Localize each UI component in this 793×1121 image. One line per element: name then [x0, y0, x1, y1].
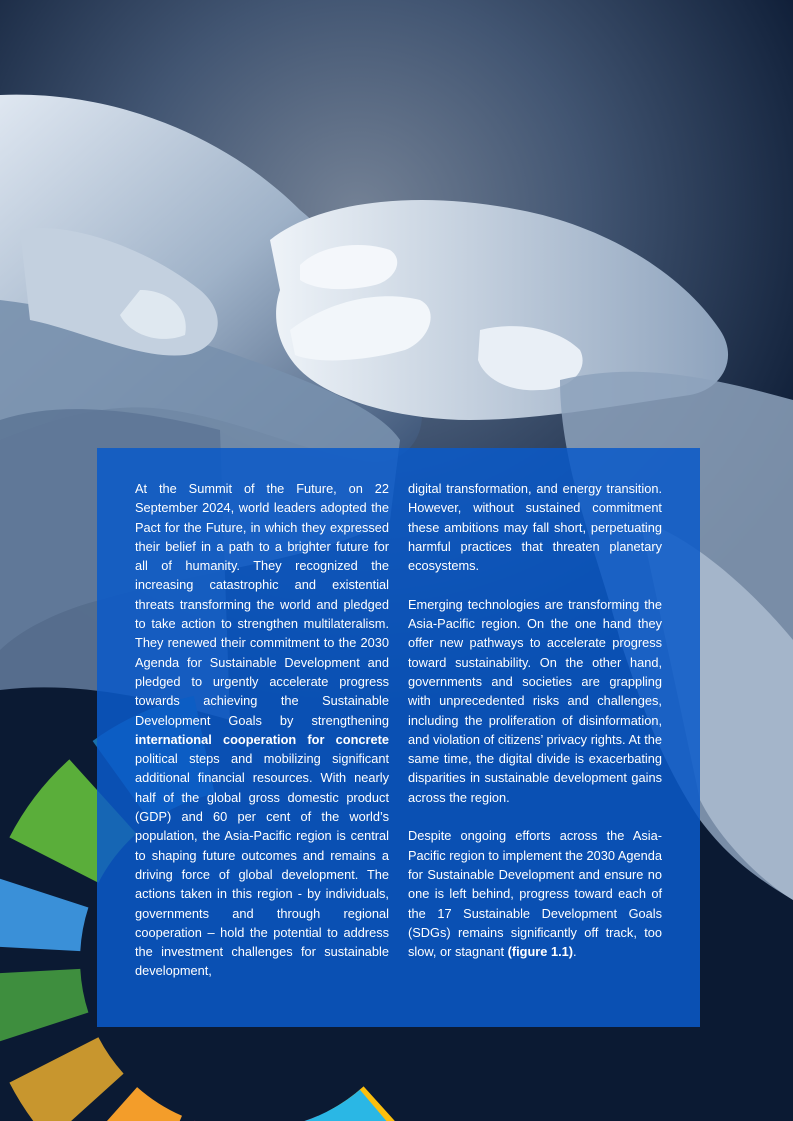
paragraph-summit-text-a: At the Summit of the Future, on 22 September 2024, world leaders adopted the Pact for the Future, in which they expressed their belief in a path to a brighter future for all of humanity. They recognized the increasing catastrophic and existential threats transforming the world and pledged to take action to strengthen multilateralism. They renewed their commitment to the 2030 Agenda for Sustainable Development and pledged to urgently accelerate progress towards achieving the Sustainable Development Goals by strengthening	[135, 481, 389, 728]
paragraph-technologies: Emerging technologies are transforming the Asia-Pacific region. On the one hand they offer new pathways to accelerate progress toward sustainability. On the other hand, governments and societies are grappling with unprecedented risks and challenges, including the proliferation of disinformation, and violation of citizens’ privacy rights. At the same time, the digital divide is exacerbating disparities in sustainable development gains across the region.	[408, 596, 662, 805]
text-column-left	[135, 479, 389, 1027]
paragraph-summit	[135, 479, 389, 981]
figure-reference: (figure 1.1)	[507, 944, 574, 960]
paragraph-progress-text-b: .	[573, 944, 577, 960]
paragraph-progress	[408, 826, 662, 961]
paragraph-progress-text-a: Despite ongoing efforts across the Asia-Pacific region to implement the 2030 Agenda for Sustainable Development and ensure no one is left behind, progress toward each of the 17 Sustainable Development Goals (SDGs) remains significantly off track, too slow, or stagnant	[408, 828, 662, 960]
text-panel	[97, 448, 700, 1027]
paragraph-summit-text-b: political steps and mobilizing significant additional financial resources. With nearly half of the global gross domestic product (GDP) and 60 per cent of the world’s population, the Asia-Pacific region is central to shaping future outcomes and remains a driving force of global development. The actions taken in this region - by individuals, governments and through regional cooperation – hold the potential to address the investment challenges for sustainable development,	[135, 751, 389, 979]
paragraph-digital: digital transformation, and energy transition. However, without sustained commitment these ambitions may fall short, perpetuating harmful practices that threaten planetary ecosystems.	[408, 481, 662, 574]
text-column-right	[408, 479, 662, 1027]
paragraph-summit-bold: international cooperation for concrete	[135, 731, 389, 747]
